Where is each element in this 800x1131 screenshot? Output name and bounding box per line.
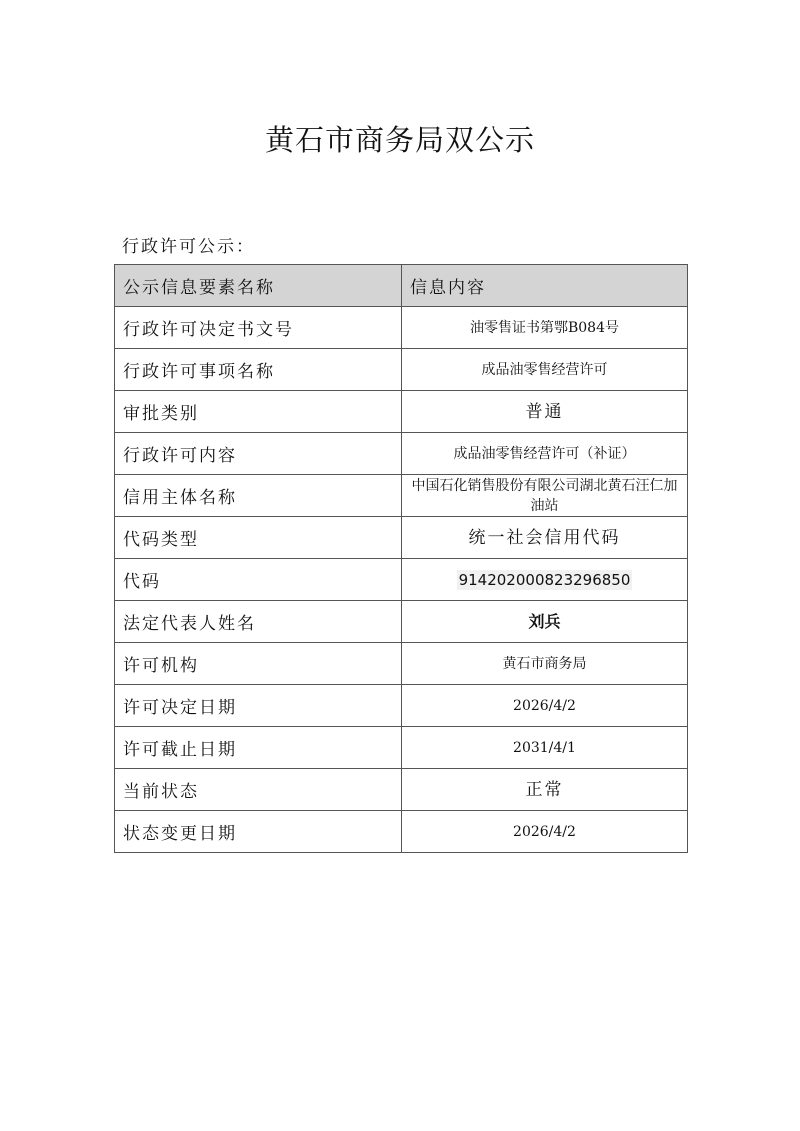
field-value: 黄石市商务局: [402, 643, 688, 685]
table-header-row: [115, 265, 688, 307]
header-content: 信息内容: [402, 265, 688, 307]
table-row: [115, 307, 688, 349]
header-field-name: 公示信息要素名称: [115, 265, 402, 307]
field-name: 行政许可事项名称: [115, 349, 402, 391]
field-name: 当前状态: [115, 769, 402, 811]
field-value: [402, 559, 688, 601]
field-name: 许可截止日期: [115, 727, 402, 769]
field-value: 统一社会信用代码: [402, 517, 688, 559]
table-row: [115, 769, 688, 811]
page-title: 黄石市商务局双公示: [264, 123, 535, 157]
field-value: 2026/4/2: [402, 685, 688, 727]
field-name: 状态变更日期: [115, 811, 402, 853]
table-row: [115, 601, 688, 643]
field-value: 2026/4/2: [402, 811, 688, 853]
table-row: [115, 433, 688, 475]
field-value: 油零售证书第鄂B084号: [402, 307, 688, 349]
field-value: 2031/4/1: [402, 727, 688, 769]
table-row: [115, 475, 688, 517]
field-value: 成品油零售经营许可: [402, 349, 688, 391]
table-row: [115, 559, 688, 601]
table-row: [115, 391, 688, 433]
table-row: [115, 517, 688, 559]
code-value: 914202000823296850: [458, 570, 631, 589]
field-name: 许可决定日期: [115, 685, 402, 727]
section-label: 行政许可公示：: [122, 237, 255, 257]
field-value: 正常: [402, 769, 688, 811]
field-name: 信用主体名称: [115, 475, 402, 517]
field-name: 行政许可内容: [115, 433, 402, 475]
field-value: 普通: [402, 391, 688, 433]
field-value: 刘兵: [402, 601, 688, 643]
field-name: 审批类别: [115, 391, 402, 433]
field-value: 中国石化销售股份有限公司湖北黄石汪仁加油站: [402, 475, 688, 517]
table-row: [115, 643, 688, 685]
table-row: [115, 685, 688, 727]
field-value: 成品油零售经营许可（补证）: [402, 433, 688, 475]
table-row: [115, 811, 688, 853]
field-name: 行政许可决定书文号: [115, 307, 402, 349]
field-name: 许可机构: [115, 643, 402, 685]
table-row: [115, 727, 688, 769]
field-name: 代码: [115, 559, 402, 601]
table-row: [115, 349, 688, 391]
public-info-table: [114, 264, 688, 853]
field-name: 代码类型: [115, 517, 402, 559]
field-name: 法定代表人姓名: [115, 601, 402, 643]
